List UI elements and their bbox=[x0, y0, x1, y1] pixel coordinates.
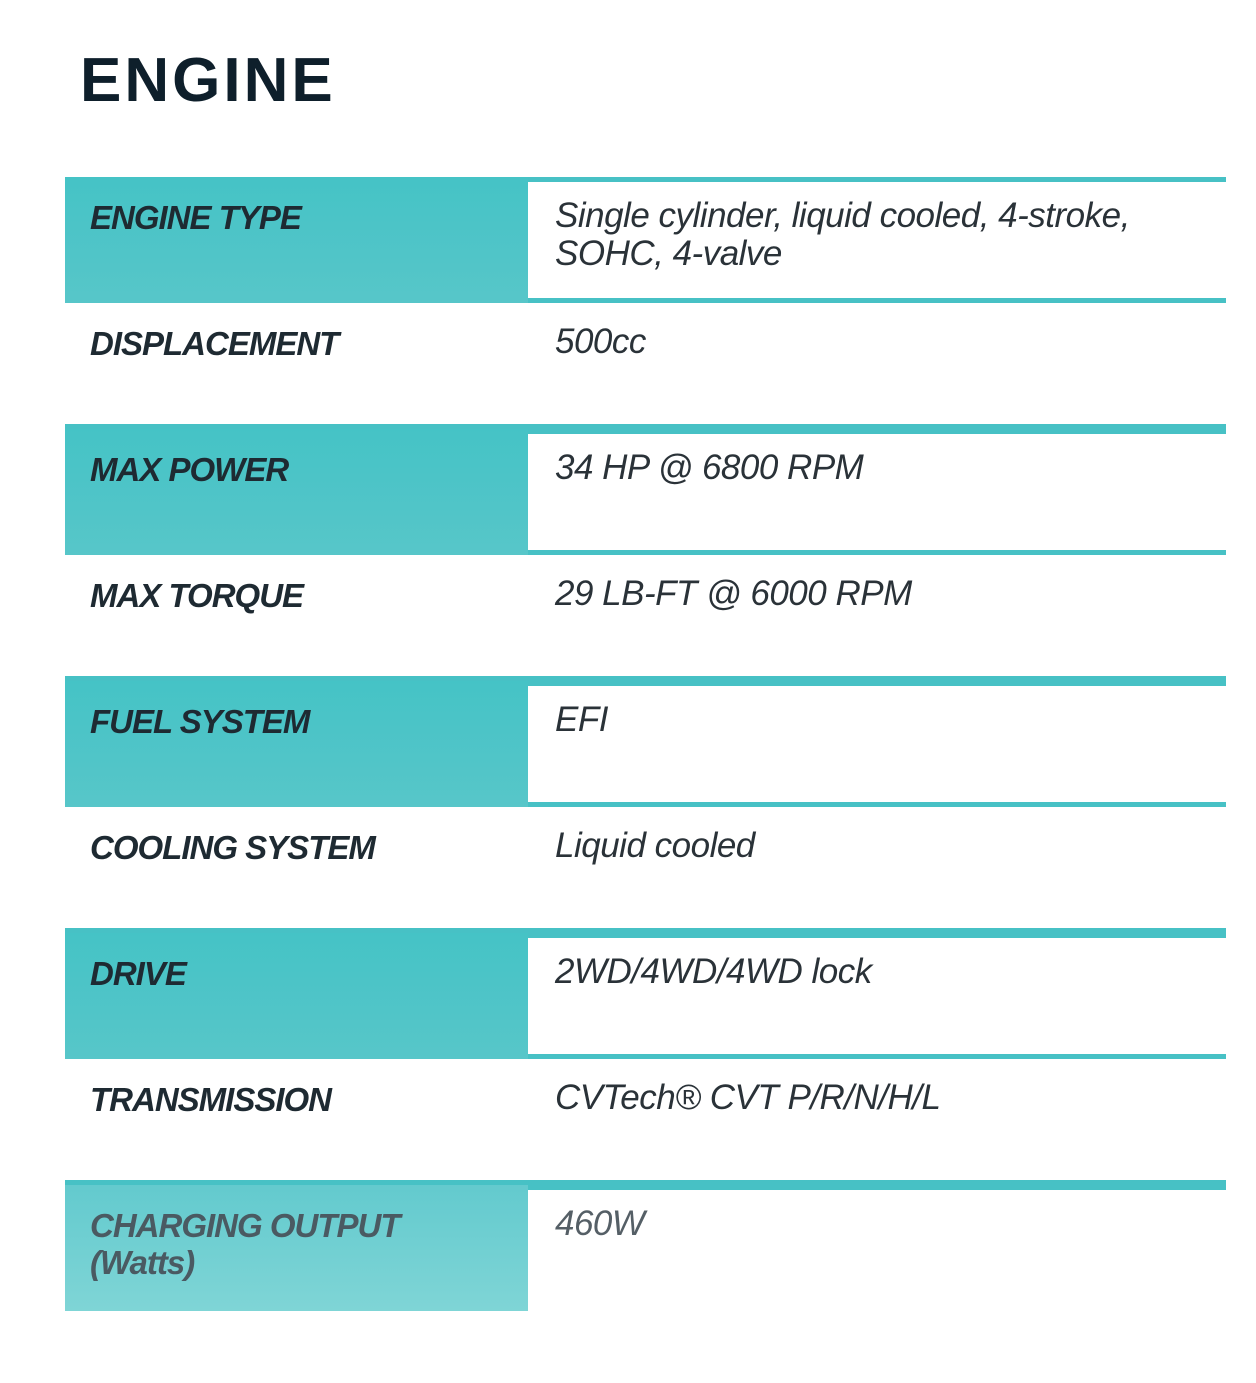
spec-label: MAX POWER bbox=[65, 429, 528, 555]
page-title: ENGINE bbox=[80, 46, 336, 115]
spec-label: TRANSMISSION bbox=[90, 1081, 332, 1118]
spec-label: CHARGING OUTPUT (Watts) bbox=[65, 1185, 528, 1311]
spec-row-max-power bbox=[65, 429, 1226, 555]
spec-value: 500cc bbox=[555, 322, 646, 361]
row-top-rule bbox=[528, 1185, 1226, 1190]
spec-row-max-torque bbox=[65, 555, 1226, 681]
spec-value: Single cylinder, liquid cooled, 4-stroke, SOHC, 4-valve bbox=[555, 196, 1130, 273]
spec-label: DRIVE bbox=[65, 933, 528, 1059]
spec-row-transmission bbox=[65, 1059, 1226, 1185]
spec-value: 34 HP @ 6800 RPM bbox=[555, 448, 864, 487]
spec-value: EFI bbox=[555, 700, 608, 739]
row-top-rule bbox=[528, 429, 1226, 434]
spec-label: COOLING SYSTEM bbox=[90, 829, 375, 866]
spec-label: DISPLACEMENT bbox=[90, 325, 339, 362]
spec-table bbox=[65, 177, 1226, 1311]
spec-row-fuel-system bbox=[65, 681, 1226, 807]
row-top-rule bbox=[528, 177, 1226, 182]
spec-value: 460W bbox=[555, 1204, 645, 1243]
spec-value: Liquid cooled bbox=[555, 826, 755, 865]
spec-row-drive bbox=[65, 933, 1226, 1059]
spec-value: 29 LB-FT @ 6000 RPM bbox=[555, 574, 912, 613]
spec-label: MAX TORQUE bbox=[90, 577, 304, 614]
spec-label: FUEL SYSTEM bbox=[65, 681, 528, 807]
spec-label: ENGINE TYPE bbox=[65, 177, 528, 303]
spec-row-cooling-system bbox=[65, 807, 1226, 933]
spec-row-displacement bbox=[65, 303, 1226, 429]
spec-row-charging-output bbox=[65, 1185, 1226, 1311]
row-top-rule bbox=[528, 681, 1226, 686]
spec-row-engine-type bbox=[65, 177, 1226, 303]
row-top-rule bbox=[528, 933, 1226, 938]
spec-value: 2WD/4WD/4WD lock bbox=[555, 952, 872, 991]
spec-value: CVTech® CVT P/R/N/H/L bbox=[555, 1078, 941, 1117]
